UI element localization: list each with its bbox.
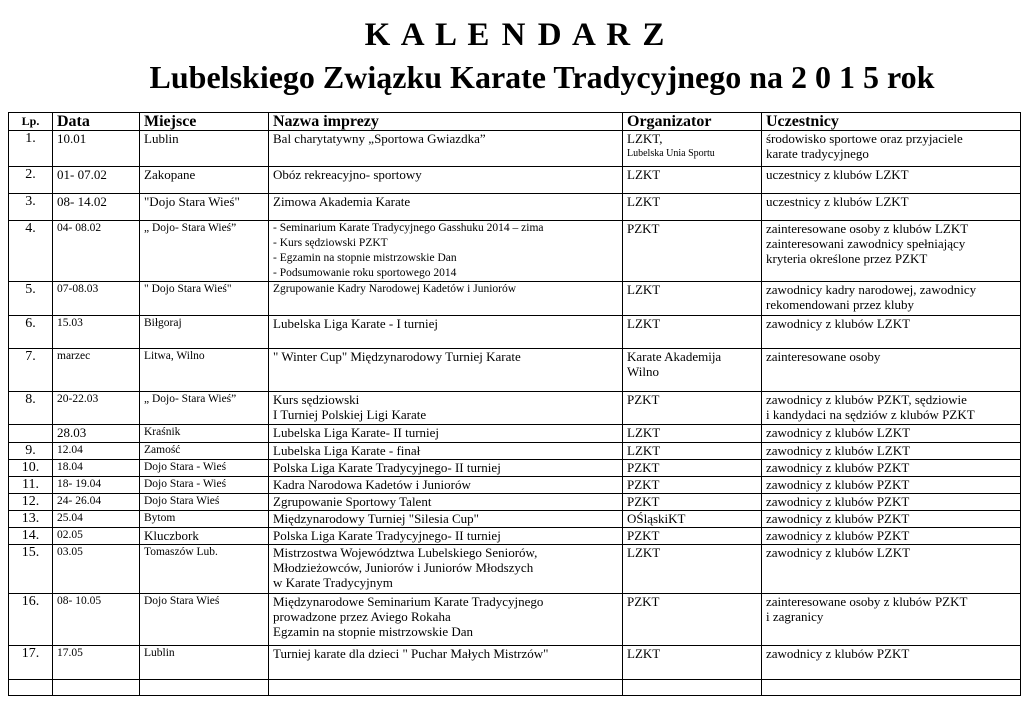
- cell-lp: [9, 131, 53, 167]
- cell-lp-text: 4.: [25, 221, 36, 236]
- cell-place: [140, 282, 269, 316]
- cell-event-name-line: Międzynarodowe Seminarium Karate Tradycyjnego: [273, 594, 544, 609]
- cell-organizer-line: LZKT: [627, 316, 661, 331]
- cell-date-text: 24- 26.04: [57, 495, 102, 507]
- cell-date-text: 03.05: [57, 546, 83, 558]
- cell-lp: [9, 494, 53, 511]
- cell-participants: [762, 545, 1021, 594]
- document-title: K A L E N D A R Z: [364, 17, 666, 53]
- cell-organizer: [623, 511, 762, 528]
- document-subtitle: Lubelskiego Związku Karate Tradycyjnego na 2 0 1 5 rok: [149, 59, 935, 95]
- cell-participants-line: uczestnicy z klubów LZKT: [766, 194, 909, 209]
- cell-organizer-line: LZKT,: [627, 131, 663, 146]
- cell-participants: [762, 425, 1021, 443]
- cell-organizer: [623, 194, 762, 221]
- cell-event-name: [269, 221, 623, 282]
- cell-place-text: Bytom: [144, 512, 176, 524]
- table-row: [9, 194, 1021, 221]
- table-row: [9, 680, 1021, 696]
- cell-date: [53, 646, 140, 680]
- cell-participants: [762, 316, 1021, 349]
- cell-place: [140, 316, 269, 349]
- table-row: [9, 528, 1021, 545]
- cell-organizer-line: PZKT: [627, 477, 660, 492]
- cell-organizer: [623, 221, 762, 282]
- cell-organizer-line: Wilno: [627, 364, 659, 379]
- cell-participants-line: środowisko sportowe oraz przyjaciele: [766, 131, 963, 146]
- cell-date: [53, 167, 140, 194]
- cell-date-text: marzec: [57, 350, 91, 362]
- cell-event-name-line: Kurs sędziowski: [273, 392, 360, 407]
- cell-place: [140, 594, 269, 646]
- column-header-date: Data: [53, 113, 140, 131]
- cell-organizer-line: PZKT: [627, 460, 660, 475]
- cell-event-name-line: Mistrzostwa Województwa Lubelskiego Seniorów,: [273, 545, 538, 560]
- cell-event-name-line: Lubelska Liga Karate - finał: [273, 443, 421, 458]
- cell-participants: [762, 680, 1021, 696]
- cell-organizer: [623, 131, 762, 167]
- cell-lp-text: 15.: [21, 545, 40, 560]
- cell-event-name-line: Międzynarodowy Turniej "Silesia Cup": [273, 511, 479, 526]
- table-row: [9, 349, 1021, 392]
- cell-organizer: [623, 477, 762, 494]
- cell-lp-text: 10.: [21, 460, 40, 475]
- cell-lp-text: 3.: [25, 194, 36, 209]
- cell-place: [140, 194, 269, 221]
- cell-event-name-line: I Turniej Polskiej Ligi Karate: [273, 407, 427, 422]
- cell-lp-text: 1.: [25, 131, 36, 146]
- cell-date: [53, 131, 140, 167]
- cell-organizer-line: PZKT: [627, 494, 660, 509]
- cell-organizer: [623, 528, 762, 545]
- cell-organizer-line: PZKT: [627, 221, 660, 236]
- cell-date: [53, 392, 140, 425]
- cell-place-text: Kluczbork: [144, 528, 199, 543]
- cell-event-name-line: Zgrupowanie Kadry Narodowej Kadetów i Juniorów: [273, 283, 517, 295]
- cell-event-name: [269, 680, 623, 696]
- cell-organizer-line: Karate Akademija: [627, 349, 722, 364]
- cell-event-name-line: w Karate Tradycyjnym: [273, 575, 393, 590]
- cell-lp: [9, 392, 53, 425]
- cell-participants-line: zawodnicy z klubów PZKT: [766, 460, 910, 475]
- cell-participants: [762, 221, 1021, 282]
- cell-place-text: Zamość: [144, 444, 181, 456]
- cell-place: [140, 680, 269, 696]
- cell-event-name-line: Zgrupowanie Sportowy Talent: [273, 494, 432, 509]
- cell-organizer: [623, 392, 762, 425]
- cell-place-text: Biłgoraj: [144, 317, 182, 329]
- cell-date: [53, 545, 140, 594]
- cell-organizer-line: PZKT: [627, 392, 660, 407]
- cell-participants: [762, 392, 1021, 425]
- cell-event-name-line: Polska Liga Karate Tradycyjnego- II turniej: [273, 460, 501, 475]
- cell-organizer: [623, 460, 762, 477]
- cell-organizer-line: LZKT: [627, 443, 661, 458]
- cell-event-name-line: Bal charytatywny „Sportowa Gwiazdka”: [273, 131, 486, 146]
- cell-place: [140, 392, 269, 425]
- cell-organizer: [623, 646, 762, 680]
- cell-participants: [762, 511, 1021, 528]
- cell-participants-line: zawodnicy z klubów LZKT: [766, 425, 911, 440]
- cell-place: [140, 528, 269, 545]
- cell-lp: [9, 221, 53, 282]
- table-row: [9, 511, 1021, 528]
- cell-date: [53, 282, 140, 316]
- cell-lp: [9, 425, 53, 443]
- cell-organizer-line: LZKT: [627, 646, 661, 661]
- cell-event-name: [269, 392, 623, 425]
- cell-event-name: [269, 494, 623, 511]
- cell-organizer-line: LZKT: [627, 545, 661, 560]
- cell-lp-text: 6.: [25, 316, 36, 331]
- table-row: [9, 282, 1021, 316]
- cell-organizer-line: OŚląskiKT: [627, 511, 686, 526]
- table-row: [9, 460, 1021, 477]
- cell-place: [140, 221, 269, 282]
- column-header-participants: Uczestnicy: [762, 113, 1021, 131]
- cell-date: [53, 425, 140, 443]
- cell-participants-line: zawodnicy z klubów PZKT: [766, 528, 910, 543]
- cell-participants-line: rekomendowani przez kluby: [766, 297, 915, 312]
- cell-participants-line: zawodnicy z klubów PZKT: [766, 477, 910, 492]
- cell-date-text: 25.04: [57, 512, 83, 524]
- cell-place-text: Tomaszów Lub.: [144, 546, 218, 558]
- cell-place: [140, 511, 269, 528]
- cell-place-text: " Dojo Stara Wieś": [144, 283, 232, 295]
- cell-event-name: [269, 594, 623, 646]
- cell-date-text: 02.05: [57, 529, 83, 541]
- cell-lp: [9, 545, 53, 594]
- cell-participants-line: zawodnicy z klubów PZKT: [766, 646, 910, 661]
- cell-date: [53, 494, 140, 511]
- cell-event-name-line: " Winter Cup" Międzynarodowy Turniej Karate: [273, 349, 521, 364]
- cell-participants: [762, 443, 1021, 460]
- cell-organizer: [623, 594, 762, 646]
- cell-event-name-line: - Egzamin na stopnie mistrzowskie Dan: [273, 252, 457, 264]
- cell-participants: [762, 477, 1021, 494]
- cell-organizer-line: LZKT: [627, 194, 661, 209]
- cell-place-text: „ Dojo- Stara Wieś”: [144, 222, 237, 234]
- cell-participants-line: i kandydaci na sędziów z klubów PZKT: [766, 407, 975, 422]
- table-body: [9, 131, 1021, 696]
- cell-date: [53, 316, 140, 349]
- cell-place-text: Zakopane: [144, 167, 196, 182]
- table-row: [9, 392, 1021, 425]
- cell-place-text: Dojo Stara Wieś: [144, 495, 220, 507]
- cell-place-text: Kraśnik: [144, 426, 181, 438]
- table-header-row: [9, 113, 1021, 131]
- cell-lp-text: 14.: [21, 528, 40, 543]
- cell-lp-text: 8.: [25, 392, 36, 407]
- table-row: [9, 443, 1021, 460]
- cell-place-text: Dojo Stara - Wieś: [144, 478, 227, 490]
- table-row: [9, 646, 1021, 680]
- cell-event-name-line: Obóz rekreacyjno- sportowy: [273, 167, 422, 182]
- cell-event-name-line: Lubelska Liga Karate- II turniej: [273, 425, 440, 440]
- cell-lp: [9, 349, 53, 392]
- cell-lp-text: 17.: [21, 646, 40, 661]
- cell-place: [140, 494, 269, 511]
- cell-place: [140, 545, 269, 594]
- cell-date-text: 10.01: [57, 131, 87, 146]
- cell-place-text: Lublin: [144, 131, 179, 146]
- cell-event-name: [269, 646, 623, 680]
- cell-lp: [9, 460, 53, 477]
- cell-event-name-line: prowadzone przez Aviego Rokaha: [273, 609, 451, 624]
- cell-lp: [9, 282, 53, 316]
- cell-date: [53, 221, 140, 282]
- cell-participants-line: zainteresowane osoby z klubów LZKT: [766, 221, 969, 236]
- cell-organizer-line: PZKT: [627, 528, 660, 543]
- cell-lp: [9, 528, 53, 545]
- cell-organizer: [623, 316, 762, 349]
- cell-date: [53, 349, 140, 392]
- cell-date: [53, 511, 140, 528]
- cell-date: [53, 194, 140, 221]
- cell-participants: [762, 194, 1021, 221]
- cell-participants-line: zawodnicy z klubów PZKT: [766, 494, 910, 509]
- cell-event-name-line: - Kurs sędziowski PZKT: [273, 237, 388, 249]
- cell-date: [53, 477, 140, 494]
- cell-organizer-line: LZKT: [627, 282, 661, 297]
- organizer-note: Lubelska Unia Sportu: [627, 148, 715, 159]
- table-row: [9, 316, 1021, 349]
- cell-place: [140, 460, 269, 477]
- cell-place-text: Litwa, Wilno: [144, 350, 205, 362]
- cell-date: [53, 594, 140, 646]
- cell-lp: [9, 646, 53, 680]
- cell-event-name: [269, 528, 623, 545]
- cell-lp-text: 11.: [22, 477, 39, 492]
- table-row: [9, 221, 1021, 282]
- cell-event-name-line: Kadra Narodowa Kadetów i Juniorów: [273, 477, 471, 492]
- cell-lp: [9, 477, 53, 494]
- cell-participants-line: zawodnicy z klubów LZKT: [766, 443, 911, 458]
- cell-lp: [9, 594, 53, 646]
- cell-organizer: [623, 494, 762, 511]
- cell-participants-line: zainteresowane osoby: [766, 349, 881, 364]
- cell-place-text: Dojo Stara Wieś: [144, 595, 220, 607]
- cell-lp-text: 12.: [21, 494, 40, 509]
- cell-participants: [762, 349, 1021, 392]
- cell-participants-line: zawodnicy z klubów LZKT: [766, 316, 911, 331]
- cell-participants: [762, 131, 1021, 167]
- cell-lp: [9, 167, 53, 194]
- table-row: [9, 477, 1021, 494]
- cell-lp-text: 16.: [21, 594, 40, 609]
- column-header-event-name: Nazwa imprezy: [269, 113, 623, 131]
- cell-event-name-line: Młodzieżowców, Juniorów i Juniorów Młodszych: [273, 560, 534, 575]
- cell-organizer: [623, 680, 762, 696]
- cell-lp-text: 2.: [25, 167, 36, 182]
- cell-date-text: 28.03: [57, 425, 87, 440]
- calendar-table: [8, 112, 1021, 696]
- cell-event-name: [269, 282, 623, 316]
- cell-event-name-line: Egzamin na stopnie mistrzowskie Dan: [273, 624, 474, 639]
- cell-place-text: Dojo Stara - Wieś: [144, 461, 227, 473]
- cell-participants-line: uczestnicy z klubów LZKT: [766, 167, 909, 182]
- cell-organizer-line: LZKT: [627, 425, 661, 440]
- cell-place: [140, 646, 269, 680]
- cell-place: [140, 167, 269, 194]
- cell-date: [53, 680, 140, 696]
- cell-event-name-line: Polska Liga Karate Tradycyjnego- II turniej: [273, 528, 501, 543]
- cell-event-name-line: - Podsumowanie roku sportowego 2014: [273, 267, 457, 279]
- cell-participants-line: zainteresowane osoby z klubów PZKT: [766, 594, 968, 609]
- cell-date-text: 08- 14.02: [57, 194, 107, 209]
- column-header-organizer: Organizator: [623, 113, 762, 131]
- cell-participants: [762, 167, 1021, 194]
- cell-participants: [762, 494, 1021, 511]
- cell-event-name: [269, 545, 623, 594]
- cell-participants-line: zawodnicy z klubów PZKT: [766, 511, 910, 526]
- cell-participants-line: zawodnicy z klubów PZKT, sędziowie: [766, 392, 967, 407]
- cell-participants-line: zainteresowani zawodnicy spełniający: [766, 236, 966, 251]
- cell-place-text: Lublin: [144, 647, 175, 659]
- cell-event-name: [269, 460, 623, 477]
- cell-date: [53, 528, 140, 545]
- cell-organizer: [623, 349, 762, 392]
- cell-place: [140, 425, 269, 443]
- cell-event-name: [269, 511, 623, 528]
- cell-place: [140, 477, 269, 494]
- cell-event-name: [269, 425, 623, 443]
- cell-participants-line: kryteria określone przez PZKT: [766, 251, 928, 266]
- table-row: [9, 494, 1021, 511]
- cell-event-name: [269, 349, 623, 392]
- cell-lp: [9, 511, 53, 528]
- cell-organizer-line: PZKT: [627, 594, 660, 609]
- cell-event-name-line: Turniej karate dla dzieci " Puchar Małych Mistrzów": [273, 646, 549, 661]
- cell-date: [53, 460, 140, 477]
- cell-event-name: [269, 194, 623, 221]
- cell-participants-line: zawodnicy kadry narodowej, zawodnicy: [766, 282, 977, 297]
- column-header-lp: Lp.: [9, 113, 53, 131]
- cell-participants: [762, 646, 1021, 680]
- cell-lp-text: 5.: [25, 282, 36, 297]
- cell-date-text: 07-08.03: [57, 283, 99, 295]
- cell-organizer: [623, 545, 762, 594]
- cell-date-text: 15.03: [57, 317, 83, 329]
- cell-participants: [762, 282, 1021, 316]
- cell-organizer: [623, 167, 762, 194]
- cell-event-name: [269, 131, 623, 167]
- cell-date-text: 20-22.03: [57, 393, 99, 405]
- column-header-place: Miejsce: [140, 113, 269, 131]
- cell-participants-line: zawodnicy z klubów LZKT: [766, 545, 911, 560]
- cell-date-text: 12.04: [57, 444, 83, 456]
- cell-event-name-line: Zimowa Akademia Karate: [273, 194, 411, 209]
- cell-organizer-line: LZKT: [627, 167, 661, 182]
- cell-lp: [9, 194, 53, 221]
- cell-lp: [9, 680, 53, 696]
- cell-organizer: [623, 443, 762, 460]
- table-row: [9, 167, 1021, 194]
- cell-place: [140, 443, 269, 460]
- table-row: [9, 594, 1021, 646]
- cell-participants-line: i zagranicy: [766, 609, 824, 624]
- cell-date-text: 01- 07.02: [57, 167, 107, 182]
- cell-date-text: 04- 08.02: [57, 222, 102, 234]
- cell-date-text: 08- 10.05: [57, 595, 102, 607]
- cell-event-name: [269, 167, 623, 194]
- cell-place: [140, 131, 269, 167]
- table-row: [9, 545, 1021, 594]
- cell-place-text: „ Dojo- Stara Wieś”: [144, 393, 237, 405]
- cell-lp-text: 9.: [25, 443, 36, 458]
- cell-organizer: [623, 282, 762, 316]
- cell-lp: [9, 443, 53, 460]
- cell-event-name: [269, 316, 623, 349]
- cell-participants-line: karate tradycyjnego: [766, 146, 869, 161]
- cell-event-name: [269, 443, 623, 460]
- cell-organizer: [623, 425, 762, 443]
- cell-place-text: "Dojo Stara Wieś": [144, 194, 240, 209]
- cell-lp-text: 7.: [25, 349, 36, 364]
- cell-event-name-line: Lubelska Liga Karate - I turniej: [273, 316, 438, 331]
- cell-date-text: 18.04: [57, 461, 83, 473]
- cell-event-name: [269, 477, 623, 494]
- cell-event-name-line: - Seminarium Karate Tradycyjnego Gasshuku 2014 – zima: [273, 222, 544, 234]
- cell-participants: [762, 528, 1021, 545]
- table-row: [9, 425, 1021, 443]
- cell-date: [53, 443, 140, 460]
- cell-lp: [9, 316, 53, 349]
- cell-place: [140, 349, 269, 392]
- cell-lp-text: 13.: [21, 511, 40, 526]
- cell-participants: [762, 594, 1021, 646]
- cell-date-text: 17.05: [57, 647, 83, 659]
- cell-date-text: 18- 19.04: [57, 478, 102, 490]
- cell-participants: [762, 460, 1021, 477]
- table-row: [9, 131, 1021, 167]
